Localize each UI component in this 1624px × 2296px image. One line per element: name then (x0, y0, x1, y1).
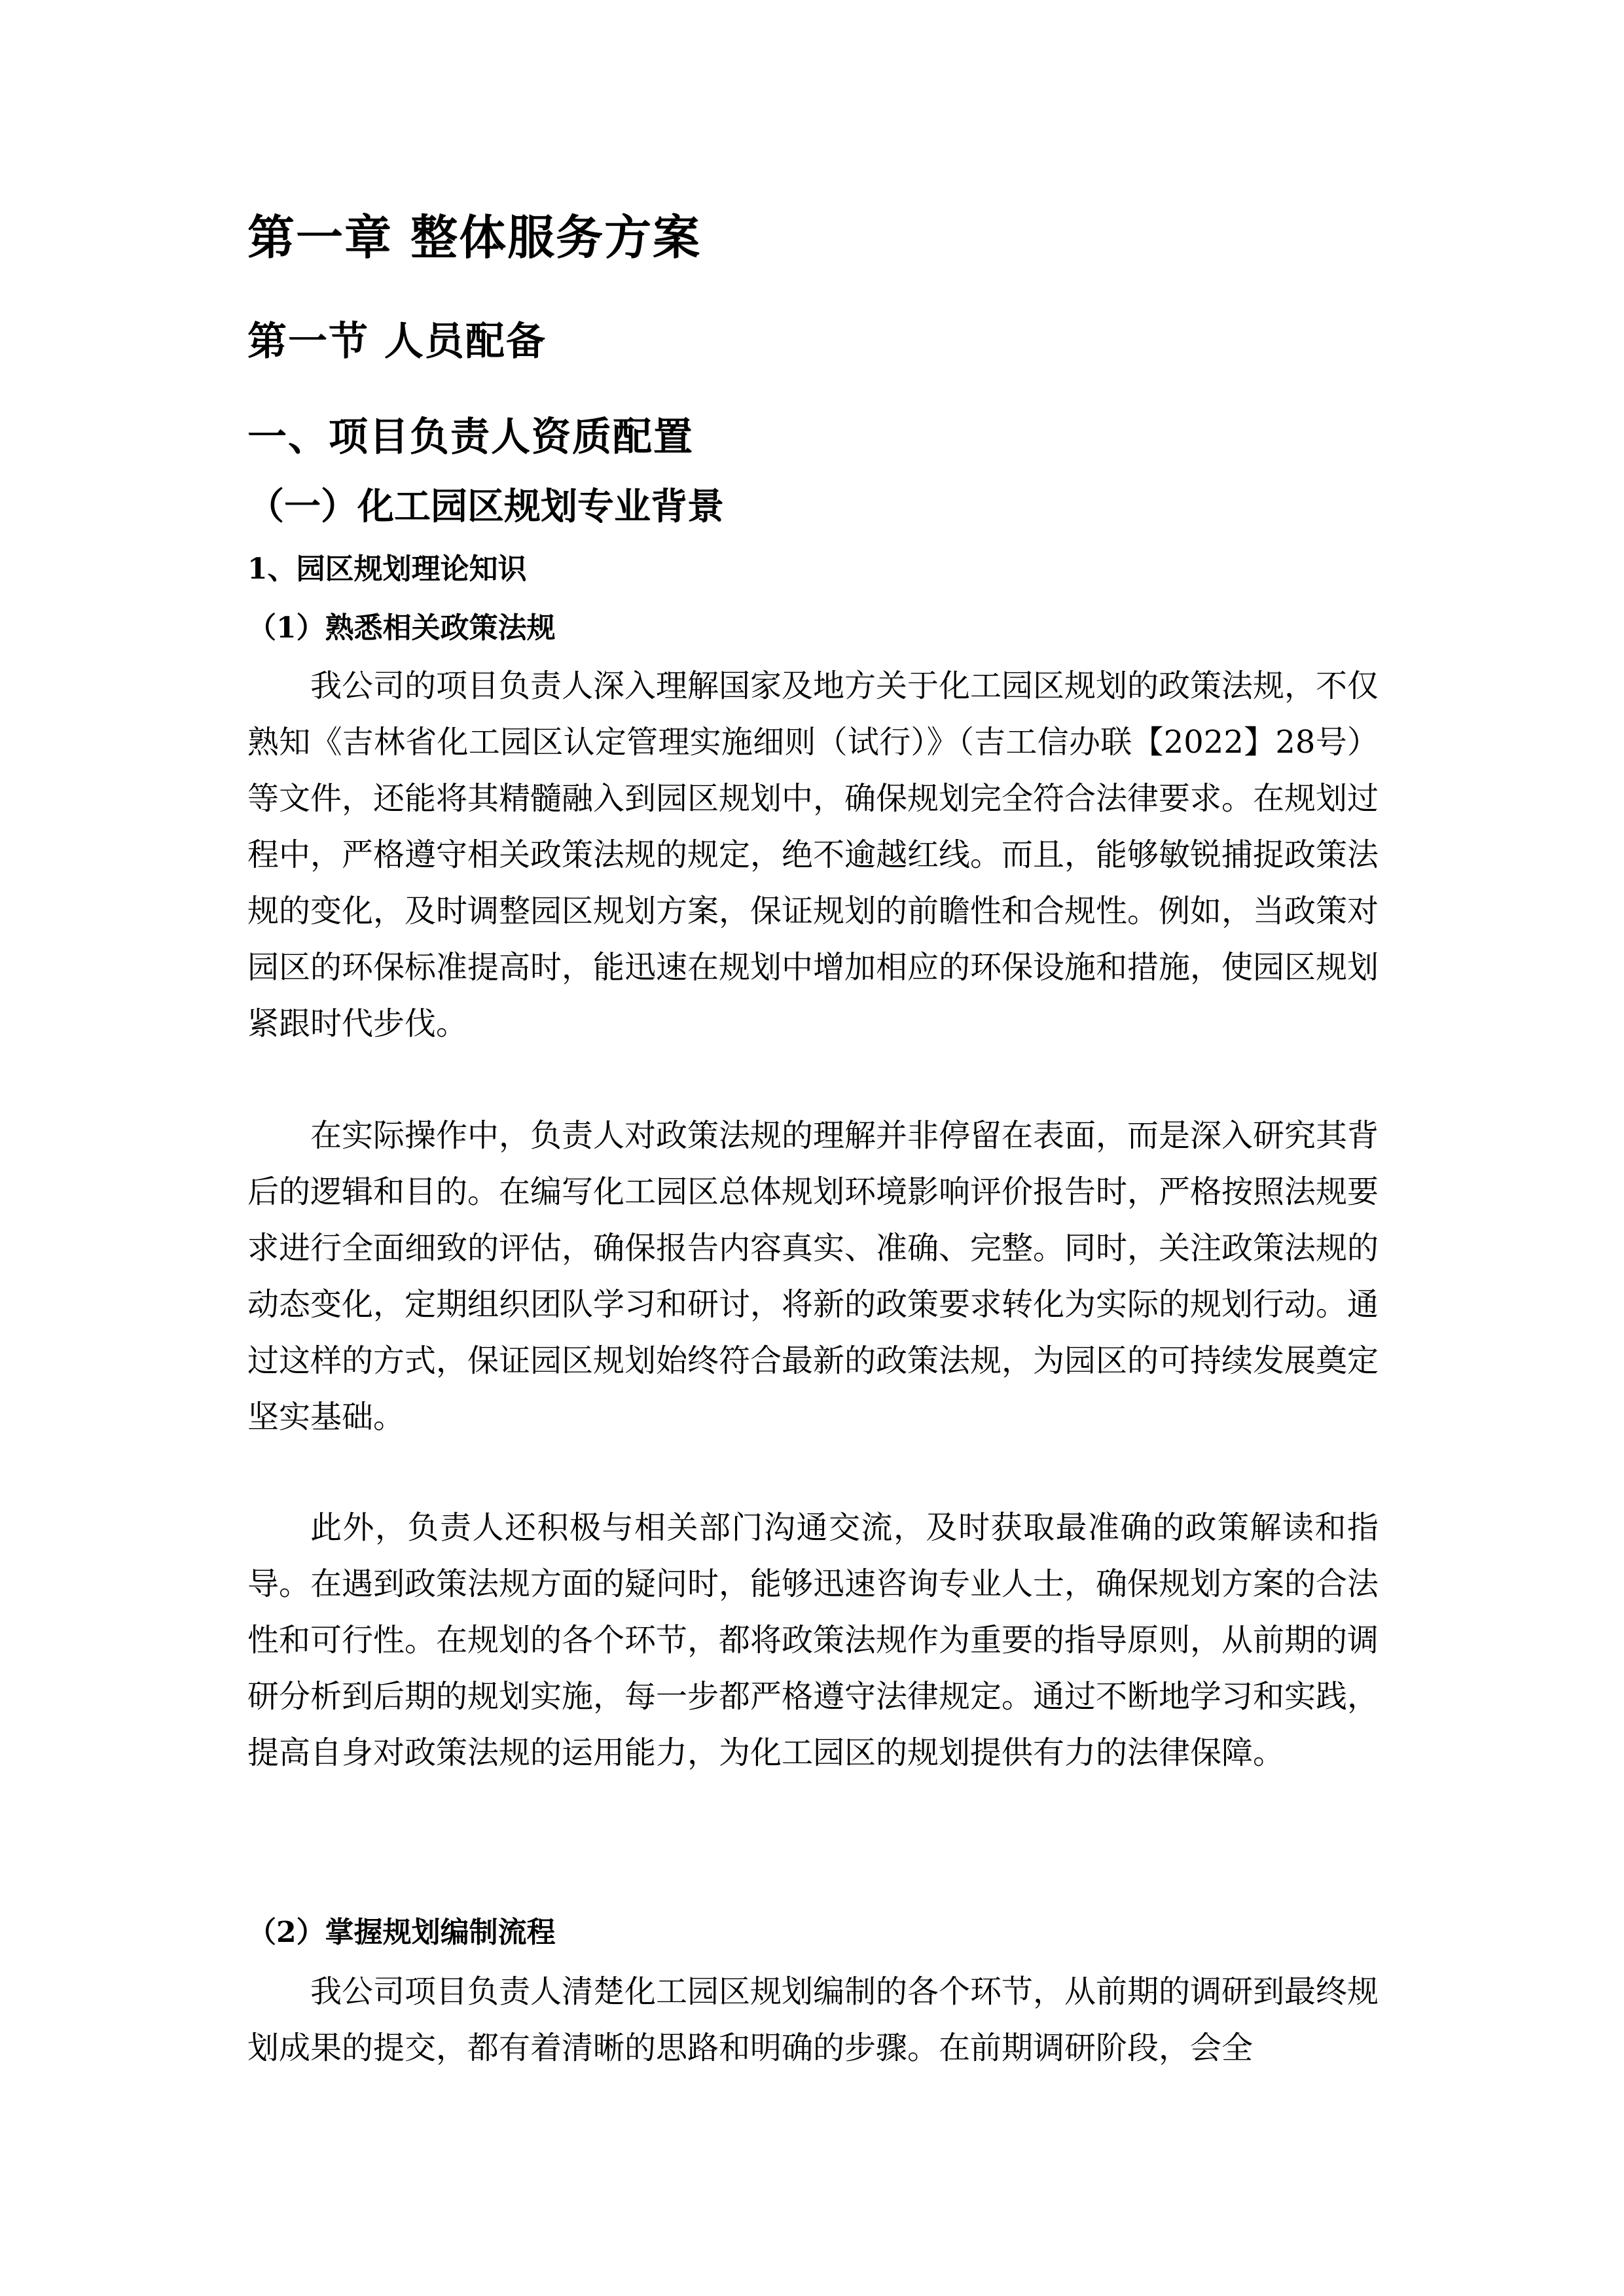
body-paragraph: 我公司项目负责人清楚化工园区规划编制的各个环节，从前期的调研到最终规划成果的提交，都有着清晰的思路和明确的步骤。在前期调研阶段，会全 (247, 1973, 1379, 2066)
subsection-title: 一、项目负责人资质配置 (247, 414, 694, 460)
body-paragraph: 我公司的项目负责人深入理解国家及地方关于化工园区规划的政策法规，不仅熟知《吉林省化工园区认定管理实施细则（试行）》（吉工信办联【2022】28号）等文件，还能将其精髓融入到园区规划中，确保规划完全符合法律要求。在规划过程中，严格遵守相关政策法规的规定，绝不逾越红线。而且，能够敏锐捕捉政策法规的变化，及时调整园区规划方案，保证规划的前瞻性和合规性。例如，当政策对园区的环保标准提高时，能迅速在规划中增加相应的环保设施和措施，使园区规划紧跟时代步伐。 (247, 668, 1379, 1042)
body-paragraph: 在实际操作中，负责人对政策法规的理解并非停留在表面，而是深入研究其背后的逻辑和目的。在编写化工园区总体规划环境影响评价报告时，严格按照法规要求进行全面细致的评估，确保报告内容真实、准确、完整。同时，关注政策法规的动态变化，定期组织团队学习和研讨，将新的政策要求转化为实际的规划行动。通过这样的方式，保证园区规划始终符合最新的政策法规，为园区的可持续发展奠定坚实基础。 (247, 1117, 1379, 1435)
chapter-title: 第一章 整体服务方案 (247, 210, 702, 265)
point-title: （2）掌握规划编制流程 (247, 1916, 556, 1949)
point-title: （1）熟悉相关政策法规 (247, 611, 556, 645)
body-paragraph: 此外，负责人还积极与相关部门沟通交流，及时获取最准确的政策解读和指导。在遇到政策法规方面的疑问时，能够迅速咨询专业人士，确保规划方案的合法性和可行性。在规划的各个环节，都将政策法规作为重要的指导原则，从前期的调研分析到后期的规划实施，每一步都严格遵守法律规定。通过不断地学习和实践，提高自身对政策法规的运用能力，为化工园区的规划提供有力的法律保障。 (247, 1509, 1379, 1771)
sub-subsection-title: （一）化工园区规划专业背景 (247, 485, 724, 528)
item-title: 1、园区规划理论知识 (247, 552, 527, 586)
section-title: 第一节 人员配备 (247, 319, 547, 365)
